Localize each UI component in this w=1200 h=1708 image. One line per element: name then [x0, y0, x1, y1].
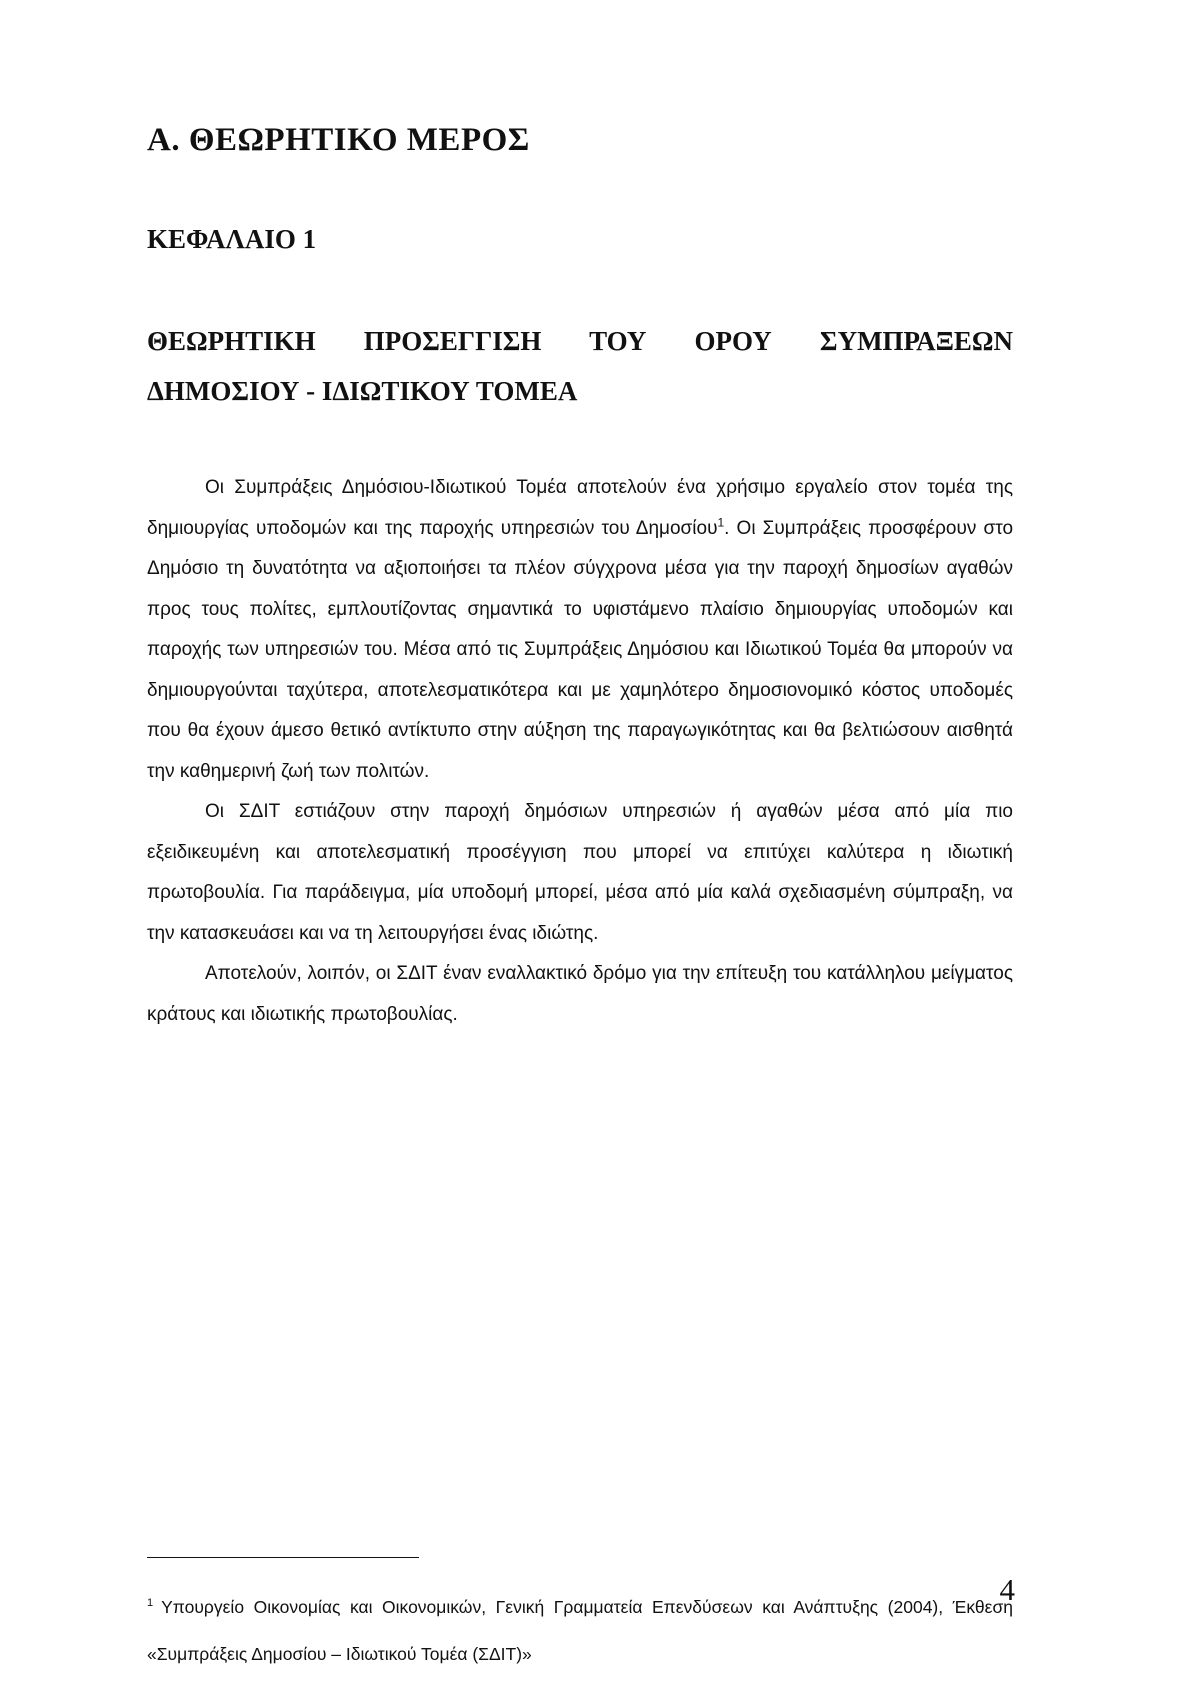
footnote — [147, 1584, 1013, 1678]
paragraph-3: Αποτελούν, λοιπόν, οι ΣΔΙΤ έναν εναλλακτικό δρόμο για την επίτευξη του κατάλληλου μείγματος κράτους και ιδιωτικής πρωτοβουλίας. — [147, 963, 1013, 1025]
body-text — [147, 468, 1013, 1035]
footnote-separator — [147, 1557, 419, 1558]
paragraph-1 — [147, 468, 1013, 792]
section-title — [147, 316, 1013, 416]
chapter-title: ΚΕΦΑΛΑΙΟ 1 — [147, 224, 317, 254]
paragraph-1-rest: . Οι Συμπράξεις προσφέρουν στο Δημόσιο τη δυνατότητα να αξιοποιήσει τα πλέον σύγχρονα μέσα για την παροχή δημοσίων αγαθών προς τους πολίτες, εμπλουτίζοντας σημαντικά το υφιστάμενο πλαίσιο δημιουργίας υποδομών και παροχής των υπηρεσιών του. Μέσα από τις Συμπράξεις Δημόσιου και Ιδιωτικού Τομέα θα μπορούν να δημιουργούνται ταχύτερα, αποτελεσματικότερα και με χαμηλότερο δημοσιονομικό κόστος υποδομές που θα έχουν άμεσο θετικό αντίκτυπο στην αύξηση της παραγωγικότητας και θα βελτιώσουν αισθητά την καθημερινή ζωή των πολιτών. — [147, 517, 1014, 782]
footnote-text: Υπουργείο Οικονομίας και Οικονομικών, Γενική Γραμματεία Επενδύσεων και Ανάπτυξης (2004), Έκθεση «Συμπράξεις Δημοσίου – Ιδιωτικού Τομέα (ΣΔΙΤ)» — [147, 1597, 1013, 1664]
page-number: 4 — [999, 1572, 1015, 1607]
footnote-reference[interactable]: 1 — [717, 515, 725, 530]
section-title-line-2: ΔΗΜΟΣΙΟΥ - ΙΔΙΩΤΙΚΟΥ ΤΟΜΕΑ — [147, 376, 578, 406]
section-title-line-1: ΘΕΩΡΗΤΙΚΗ ΠΡΟΣΕΓΓΙΣΗ ΤΟΥ ΟΡΟΥ ΣΥΜΠΡΑΞΕΩΝ — [147, 326, 1013, 356]
footnote-marker: 1 — [147, 1597, 154, 1610]
paragraph-1-start: Οι Συμπράξεις Δημόσιου-Ιδιωτικού Τομέα αποτελούν ένα χρήσιμο εργαλείο στον τομέα της δημιουργίας υποδομών και της παροχής υπηρεσιών του Δημοσίου — [147, 477, 1013, 539]
paragraph-2: Οι ΣΔΙΤ εστιάζουν στην παροχή δημόσιων υπηρεσιών ή αγαθών μέσα από μία πιο εξειδικευμένη και αποτελεσματική προσέγγιση που μπορεί να επιτύχει καλύτερα η ιδιωτική πρωτοβουλία. Για παράδειγμα, μία υποδομή μπορεί, μέσα από μία καλά σχεδιασμένη σύμπραξη, να την κατασκευάσει και να τη λειτουργήσει ένας ιδιώτης. — [147, 801, 1013, 944]
part-title: Α. ΘΕΩΡΗΤΙΚΟ ΜΕΡΟΣ — [147, 122, 530, 158]
